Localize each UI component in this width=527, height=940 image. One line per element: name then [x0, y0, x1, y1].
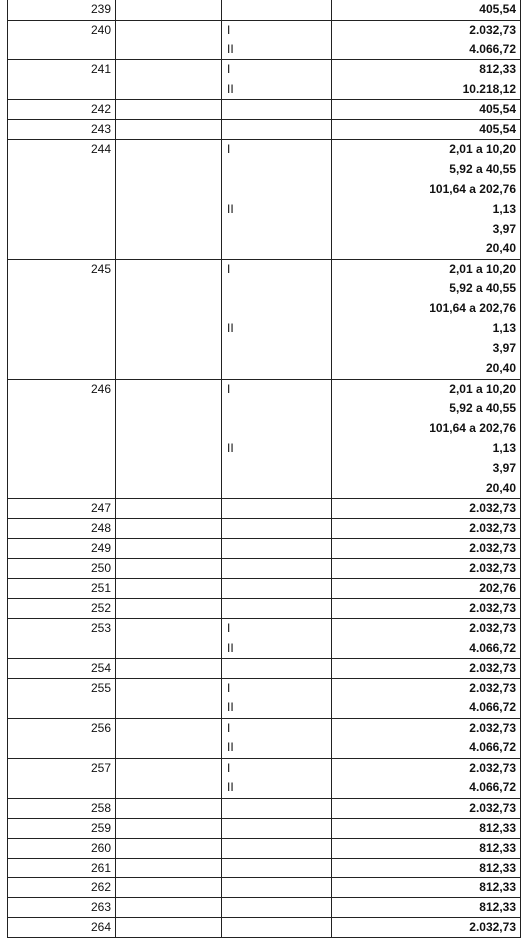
empty-cell	[116, 519, 222, 539]
empty-cell	[116, 459, 222, 479]
row-number: 258	[8, 798, 116, 818]
value-cell: 3,97	[332, 459, 521, 479]
value-cell: 1,13	[332, 200, 521, 220]
empty-cell	[116, 798, 222, 818]
row-number	[8, 339, 116, 359]
row-number: 241	[8, 60, 116, 80]
class-cell	[222, 339, 332, 359]
row-number	[8, 778, 116, 798]
class-cell	[222, 419, 332, 439]
value-cell: 4.066,72	[332, 738, 521, 758]
table-row	[8, 499, 521, 519]
empty-cell	[116, 0, 222, 20]
table-row	[8, 100, 521, 120]
empty-cell	[116, 818, 222, 838]
row-number	[8, 239, 116, 259]
class-cell	[222, 299, 332, 319]
value-cell: 812,33	[332, 898, 521, 918]
row-number: 259	[8, 818, 116, 838]
value-cell: 4.066,72	[332, 698, 521, 718]
table-row	[8, 579, 521, 599]
class-cell: II	[222, 639, 332, 659]
empty-cell	[116, 858, 222, 878]
table-row	[8, 160, 521, 180]
empty-cell	[116, 678, 222, 698]
row-number: 239	[8, 0, 116, 20]
value-cell: 101,64 a 202,76	[332, 180, 521, 200]
row-number: 251	[8, 579, 116, 599]
value-cell: 812,33	[332, 60, 521, 80]
table-row	[8, 738, 521, 758]
value-cell: 20,40	[332, 239, 521, 259]
value-cell: 405,54	[332, 100, 521, 120]
value-cell: 5,92 a 40,55	[332, 160, 521, 180]
row-number: 249	[8, 539, 116, 559]
class-cell	[222, 180, 332, 200]
table-row	[8, 758, 521, 778]
row-number	[8, 738, 116, 758]
table-row	[8, 659, 521, 679]
empty-cell	[116, 698, 222, 718]
table-row	[8, 918, 521, 938]
table-row	[8, 180, 521, 200]
class-cell	[222, 858, 332, 878]
row-number: 252	[8, 599, 116, 619]
table-row	[8, 778, 521, 798]
table-row	[8, 279, 521, 299]
table-row	[8, 319, 521, 339]
empty-cell	[116, 239, 222, 259]
class-cell: I	[222, 379, 332, 399]
empty-cell	[116, 918, 222, 938]
class-cell: II	[222, 200, 332, 220]
table-row	[8, 200, 521, 220]
value-cell: 405,54	[332, 0, 521, 20]
row-number: 246	[8, 379, 116, 399]
empty-cell	[116, 898, 222, 918]
row-number: 261	[8, 858, 116, 878]
empty-cell	[116, 499, 222, 519]
table-row	[8, 439, 521, 459]
class-cell	[222, 838, 332, 858]
value-cell: 4.066,72	[332, 40, 521, 60]
value-cell: 812,33	[332, 818, 521, 838]
empty-cell	[116, 200, 222, 220]
value-cell: 20,40	[332, 479, 521, 499]
table-row	[8, 299, 521, 319]
row-number: 256	[8, 718, 116, 738]
row-number	[8, 439, 116, 459]
table-row	[8, 239, 521, 259]
empty-cell	[116, 220, 222, 240]
table-row	[8, 40, 521, 60]
row-number: 250	[8, 559, 116, 579]
empty-cell	[116, 120, 222, 140]
class-cell	[222, 659, 332, 679]
table-row	[8, 379, 521, 399]
table-row	[8, 519, 521, 539]
table-row	[8, 140, 521, 160]
value-cell: 2,01 a 10,20	[332, 259, 521, 279]
class-cell: II	[222, 319, 332, 339]
value-cell: 2.032,73	[332, 918, 521, 938]
class-cell	[222, 359, 332, 379]
class-cell	[222, 399, 332, 419]
table-row	[8, 639, 521, 659]
row-number	[8, 459, 116, 479]
empty-cell	[116, 379, 222, 399]
value-cell: 2.032,73	[332, 519, 521, 539]
class-cell	[222, 539, 332, 559]
class-cell	[222, 279, 332, 299]
class-cell	[222, 499, 332, 519]
value-cell: 3,97	[332, 220, 521, 240]
table-row	[8, 479, 521, 499]
class-cell: II	[222, 40, 332, 60]
class-cell	[222, 559, 332, 579]
empty-cell	[116, 758, 222, 778]
table-row	[8, 619, 521, 639]
table-row	[8, 359, 521, 379]
class-cell	[222, 239, 332, 259]
class-cell	[222, 918, 332, 938]
row-number	[8, 399, 116, 419]
empty-cell	[116, 439, 222, 459]
class-cell: II	[222, 80, 332, 100]
value-cell: 101,64 a 202,76	[332, 299, 521, 319]
row-number	[8, 319, 116, 339]
class-cell	[222, 579, 332, 599]
class-cell: II	[222, 738, 332, 758]
value-cell: 2.032,73	[332, 678, 521, 698]
row-number: 254	[8, 659, 116, 679]
empty-cell	[116, 140, 222, 160]
table-row	[8, 60, 521, 80]
value-cell: 2,01 a 10,20	[332, 140, 521, 160]
value-cell: 10.218,12	[332, 80, 521, 100]
table-row	[8, 459, 521, 479]
value-cell: 2.032,73	[332, 599, 521, 619]
class-cell	[222, 599, 332, 619]
table-row	[8, 0, 521, 20]
class-cell	[222, 798, 332, 818]
table-row	[8, 20, 521, 40]
value-cell: 2,01 a 10,20	[332, 379, 521, 399]
empty-cell	[116, 80, 222, 100]
row-number: 255	[8, 678, 116, 698]
row-number: 244	[8, 140, 116, 160]
value-cell: 405,54	[332, 120, 521, 140]
empty-cell	[116, 299, 222, 319]
class-cell: I	[222, 259, 332, 279]
value-cell: 812,33	[332, 838, 521, 858]
empty-cell	[116, 738, 222, 758]
class-cell: I	[222, 140, 332, 160]
empty-cell	[116, 838, 222, 858]
table-row	[8, 339, 521, 359]
row-number	[8, 220, 116, 240]
row-number	[8, 180, 116, 200]
class-cell: I	[222, 619, 332, 639]
row-number: 248	[8, 519, 116, 539]
value-cell: 1,13	[332, 439, 521, 459]
table-row	[8, 399, 521, 419]
row-number: 260	[8, 838, 116, 858]
value-cell: 3,97	[332, 339, 521, 359]
row-number	[8, 299, 116, 319]
row-number	[8, 80, 116, 100]
empty-cell	[116, 20, 222, 40]
class-cell: II	[222, 698, 332, 718]
empty-cell	[116, 539, 222, 559]
empty-cell	[116, 359, 222, 379]
empty-cell	[116, 339, 222, 359]
empty-cell	[116, 419, 222, 439]
class-cell	[222, 220, 332, 240]
class-cell: I	[222, 758, 332, 778]
row-number: 243	[8, 120, 116, 140]
value-cell: 202,76	[332, 579, 521, 599]
empty-cell	[116, 279, 222, 299]
value-cell: 2.032,73	[332, 659, 521, 679]
value-cell: 812,33	[332, 878, 521, 898]
row-number	[8, 419, 116, 439]
table-row	[8, 120, 521, 140]
table-row	[8, 678, 521, 698]
table-row	[8, 718, 521, 738]
value-cell: 2.032,73	[332, 758, 521, 778]
empty-cell	[116, 60, 222, 80]
empty-cell	[116, 40, 222, 60]
value-cell: 5,92 a 40,55	[332, 279, 521, 299]
class-cell: I	[222, 718, 332, 738]
value-cell: 101,64 a 202,76	[332, 419, 521, 439]
class-cell	[222, 479, 332, 499]
row-number: 253	[8, 619, 116, 639]
empty-cell	[116, 479, 222, 499]
class-cell: I	[222, 20, 332, 40]
row-number: 247	[8, 499, 116, 519]
class-cell: II	[222, 439, 332, 459]
empty-cell	[116, 180, 222, 200]
table-row	[8, 559, 521, 579]
empty-cell	[116, 160, 222, 180]
class-cell	[222, 519, 332, 539]
class-cell	[222, 160, 332, 180]
value-cell: 812,33	[332, 858, 521, 878]
value-cell: 2.032,73	[332, 559, 521, 579]
table-row	[8, 539, 521, 559]
row-number	[8, 639, 116, 659]
fee-table	[7, 0, 521, 938]
empty-cell	[116, 599, 222, 619]
table-row	[8, 698, 521, 718]
class-cell	[222, 100, 332, 120]
table-row	[8, 798, 521, 818]
table-row	[8, 599, 521, 619]
class-cell	[222, 0, 332, 20]
row-number	[8, 279, 116, 299]
table-row	[8, 818, 521, 838]
class-cell	[222, 878, 332, 898]
table-row	[8, 80, 521, 100]
class-cell: II	[222, 778, 332, 798]
row-number: 264	[8, 918, 116, 938]
table-row	[8, 838, 521, 858]
empty-cell	[116, 399, 222, 419]
value-cell: 2.032,73	[332, 798, 521, 818]
row-number	[8, 359, 116, 379]
table-row	[8, 419, 521, 439]
table-row	[8, 878, 521, 898]
empty-cell	[116, 579, 222, 599]
empty-cell	[116, 319, 222, 339]
class-cell: I	[222, 60, 332, 80]
class-cell	[222, 120, 332, 140]
class-cell	[222, 898, 332, 918]
class-cell	[222, 459, 332, 479]
empty-cell	[116, 639, 222, 659]
empty-cell	[116, 259, 222, 279]
row-number	[8, 200, 116, 220]
class-cell: I	[222, 678, 332, 698]
value-cell: 20,40	[332, 359, 521, 379]
table-row	[8, 858, 521, 878]
table-row	[8, 220, 521, 240]
row-number	[8, 40, 116, 60]
empty-cell	[116, 718, 222, 738]
empty-cell	[116, 659, 222, 679]
row-number: 242	[8, 100, 116, 120]
empty-cell	[116, 100, 222, 120]
empty-cell	[116, 778, 222, 798]
value-cell: 2.032,73	[332, 499, 521, 519]
table-row	[8, 898, 521, 918]
class-cell	[222, 818, 332, 838]
value-cell: 2.032,73	[332, 20, 521, 40]
empty-cell	[116, 878, 222, 898]
value-cell: 5,92 a 40,55	[332, 399, 521, 419]
value-cell: 4.066,72	[332, 639, 521, 659]
row-number	[8, 479, 116, 499]
value-cell: 2.032,73	[332, 539, 521, 559]
empty-cell	[116, 619, 222, 639]
row-number	[8, 160, 116, 180]
fee-table-body	[8, 0, 521, 938]
value-cell: 2.032,73	[332, 619, 521, 639]
row-number: 245	[8, 259, 116, 279]
value-cell: 1,13	[332, 319, 521, 339]
row-number	[8, 698, 116, 718]
row-number: 262	[8, 878, 116, 898]
value-cell: 4.066,72	[332, 778, 521, 798]
empty-cell	[116, 559, 222, 579]
row-number: 240	[8, 20, 116, 40]
row-number: 263	[8, 898, 116, 918]
row-number: 257	[8, 758, 116, 778]
table-row	[8, 259, 521, 279]
value-cell: 2.032,73	[332, 718, 521, 738]
